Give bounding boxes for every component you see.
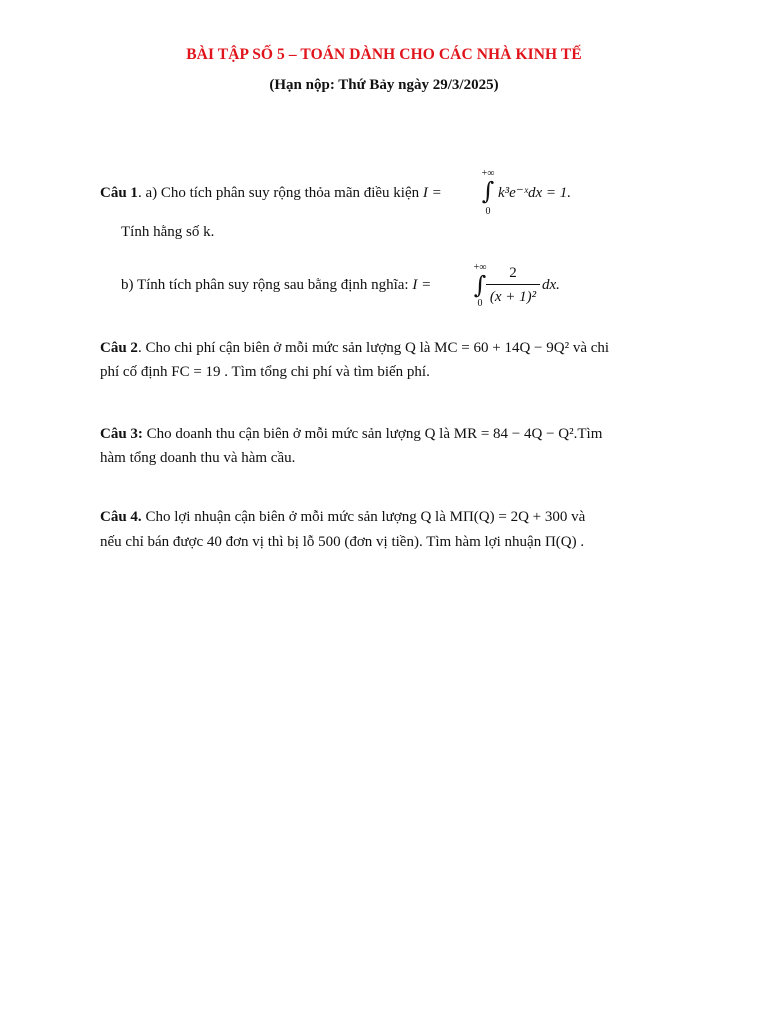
q1-int-lower: 0 bbox=[485, 206, 491, 217]
q1-part-b-line bbox=[121, 275, 431, 295]
q1b-tail: dx. bbox=[542, 277, 560, 293]
q1-integral-sign: +∞ ∫ 0 bbox=[481, 168, 495, 217]
q1-part-a-integrand: k³e⁻ˣdx = 1. bbox=[498, 185, 571, 201]
q1-label: Câu 1 bbox=[100, 185, 138, 201]
q1-part-b-lhs: I = bbox=[412, 277, 432, 293]
q1b-denominator: (x + 1)² bbox=[489, 289, 537, 305]
q1b-integral-sign: +∞ ∫ 0 bbox=[473, 262, 487, 309]
q3-line-1 bbox=[100, 424, 602, 444]
q1-part-a-task: Tính hằng số k. bbox=[121, 224, 215, 240]
q4-text-1: Cho lợi nhuận cận biên ở mỗi mức sản lượng Q là MΠ(Q) = 2Q + 300 và bbox=[141, 509, 586, 525]
q1b-fraction bbox=[486, 263, 540, 307]
q2-label: Câu 2 bbox=[100, 340, 138, 356]
q1b-int-lower: 0 bbox=[477, 298, 483, 309]
q3-label: Câu 3: bbox=[100, 426, 143, 442]
q4-line-2: nếu chỉ bán được 40 đơn vị thì bị lỗ 500 (đơn vị tiền). Tìm hàm lợi nhuận Π(Q) . bbox=[100, 534, 585, 550]
q4-line-1 bbox=[100, 507, 585, 527]
q4-label: Câu 4. bbox=[100, 509, 142, 525]
q1-int-upper: +∞ bbox=[481, 168, 495, 179]
q2-line-1 bbox=[100, 338, 609, 358]
q1-part-a-line bbox=[100, 183, 442, 203]
q2-text-1: . Cho chi phí cận biên ở mỗi mức sản lượng Q là MC = 60 + 14Q − 9Q² và chi bbox=[137, 340, 610, 356]
q3-line-2: hàm tổng doanh thu và hàm cầu. bbox=[100, 450, 296, 466]
q3-text-1: Cho doanh thu cận biên ở mỗi mức sản lượng Q là MR = 84 − 4Q − Q².Tìm bbox=[142, 426, 603, 442]
document-title: BÀI TẬP SỐ 5 – TOÁN DÀNH CHO CÁC NHÀ KINH TẾ bbox=[186, 46, 582, 63]
q1b-numerator: 2 bbox=[509, 265, 517, 281]
q1b-int-upper: +∞ bbox=[473, 262, 487, 273]
q1-part-b-text: b) Tính tích phân suy rộng sau bằng định nghĩa: bbox=[121, 277, 409, 293]
document-subtitle: (Hạn nộp: Thứ Bảy ngày 29/3/2025) bbox=[269, 77, 499, 93]
q1-part-a-lhs: I = bbox=[422, 185, 442, 201]
q2-line-2: phí cố định FC = 19 . Tìm tổng chi phí và tìm biến phí. bbox=[100, 364, 430, 380]
q1-part-a-text: . a) Cho tích phân suy rộng thỏa mãn điều kiện bbox=[137, 185, 420, 201]
